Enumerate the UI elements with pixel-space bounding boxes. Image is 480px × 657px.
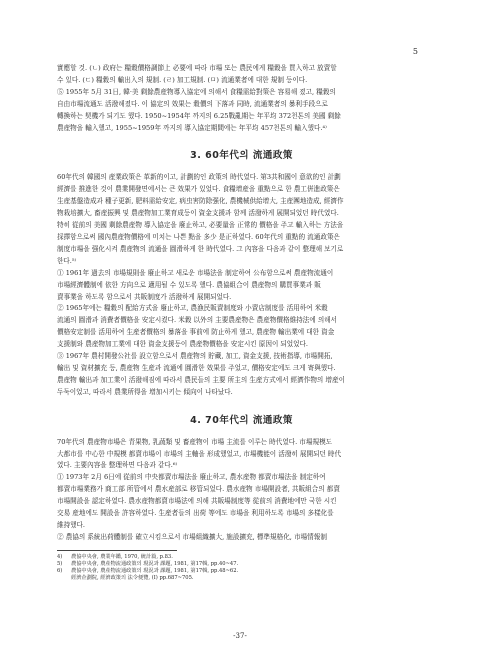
text-line: 交易 産地에도 開設을 許容하였다. 生産者들의 出荷 等에도 市場을 利用하도록 市場의 多樣化를 [57, 509, 334, 518]
text-line: ① 1973年 2月 6日에 從前의 中央都賣市場法을 廢止하고, 農水産物 都賣市場法을 制定하여 [57, 473, 326, 482]
footnote-text: 經濟企劃院, 經濟政策의 法令便覽, (Ⅰ) pp.687~705. [71, 574, 194, 581]
text-line: ② 農協의 系統出荷體制를 確立시킴으로서 市場組織擴大, 施設擴充, 標準規格化, 市場情報制 [57, 532, 327, 541]
text-line: 輸出 및 資材擴充 등, 農産物 生産과 流通에 圓滑한 效果를 주었고, 價格安定에도 크게 寄與했다. [57, 363, 336, 372]
footnotes [57, 554, 426, 582]
text-line: 60年代의 韓國의 産業政策은 革新的이고, 計劃的인 政策의 時代였다. 第3共和國이 意欲的인 計劃 [57, 173, 341, 182]
text-line: ② 1965年에는 糧穀의 配給方式을 廢止하고, 農漁民販賣制度와 小賣店制度를 活用하여 米穀 [57, 304, 328, 313]
footnote [57, 561, 426, 568]
footnote-divider [57, 550, 177, 551]
section-4-title: 4. 70年代의 流通政策 [190, 414, 293, 426]
text-line: 制度市場을 强化시켜 農産物의 流通을 圓滑하게 한 時代였다. 그 內容을 다음과 같이 整理해 보기로 [57, 244, 344, 253]
text-line: 두둑이었고, 따라서 農業所得을 增加시키는 傾向이 나타났다. [57, 387, 233, 396]
text-line: 維持했다. [57, 521, 86, 529]
text-line: 流通의 圓滑과 消費者價格을 安定시켰다. 米穀 以外의 主要農産物은 農産物價格維持法에 의해서 [57, 316, 337, 325]
text-line: 物栽培擴大, 畜産振興 및 農産物加工業育成등이 資金支援과 함께 活潑하게 展開되었던 時代였다. [57, 209, 339, 218]
text-line: 賣事業을 하도록 함으로서 共販制度가 活潑하게 展開되었다. [57, 292, 232, 301]
footnote [57, 554, 426, 561]
footnote-number: 4) [57, 553, 63, 560]
text-line: 生産基盤造成과 種子更新, 肥料需給安定, 病虫害防除强化, 農機械供給增大, 主産團地造成, 經濟作 [57, 197, 344, 206]
text-line: 自由市場流通도 活潑해졌다. 이 協定의 效果는 穀價의 下落과 同時, 流通業者의 暴利手段으로 [57, 99, 328, 108]
text-line: 轉換하는 契機가 되기도 했다. 1950~1954年 까지의 6.25戰亂期는 年平均 372천톤의 美國 剩餘 [57, 111, 341, 120]
text-line: 實應할 것. (ㄴ) 政府는 糧穀價格調節上 必要에 따라 市場 또는 農民에게 糧穀을 買入하고 放賣할 [57, 64, 337, 72]
text-line: 였다. 主要內容을 整理하면 다음과 같다.⁶⁾ [57, 461, 178, 470]
text-line: 經濟를 推進한 것이 農業開發면에서는 큰 效果가 있었다. 食糧增産을 重點으로 한 農工倂進政策은 [57, 185, 340, 194]
document-body [57, 63, 426, 582]
page-number: 5 [412, 47, 418, 56]
text-line: 價格安定制를 活用하여 生産者價格의 暴落을 事前에 防止하게 했고, 農産物 輸出業에 대한 資金 [57, 328, 335, 337]
text-line: 農産物 輸出과 加工業이 活潑해짐에 따라서 農民들의 主要 所主의 生産方式에서 經濟作物의 增産이 [57, 375, 345, 384]
text-line: 수 있다. (ㄷ) 糧穀의 輸出入의 規制. (ㄹ) 加工規制. (ㅁ) 流通業者에 대한 規制 등이다. [57, 75, 308, 84]
text-line: 支援制와 農産物加工業에 대한 資金支援등이 農産物價格을 安定시킨 原因이 되었었다. [57, 340, 309, 349]
footnote-text: 農協中央會, 農産物流通政策의 現況과 課題, 1981, 第17輯, pp.48~62. [71, 567, 239, 574]
footnote-text: 農協中央會, 農産物流通政策의 現況과 課題, 1981, 第17輯, pp.40~47. [71, 560, 239, 567]
page-footer: -37- [233, 632, 247, 640]
text-line: 都賣市場業務가 商工部 所管에서 農水産部로 移管되었다. 農水産物 市場開設者, 共販組合의 都賣 [57, 485, 340, 494]
section-4-paragraphs [57, 437, 426, 544]
text-line: 한다.⁵⁾ [57, 256, 77, 265]
text-line: 農産物을 輸入했고, 1955~1959年 까지의 導入協定期間에는 年平均 457천톤의 輸入했다.⁴⁾ [57, 123, 327, 132]
text-line: ③ 1967年 農村開發公社를 設立함으로서 農産物의 貯藏, 加工, 資金支援, 技術指導, 市場開拓, [57, 352, 333, 361]
text-line: ① 1961年 過去의 市場規則을 廢止하고 새로운 市場法을 制定하여 公布함으로써 農産物流通이 [57, 268, 334, 277]
text-line: 70年代의 農産物市場은 青果物, 乳蔬類 및 畜産物이 市場 主流를 이루는 時代였다. 市場規模도 [57, 437, 333, 446]
section-3-paragraphs [57, 172, 426, 398]
text-line: 市場開設을 認定하였다. 農水産物都賣市場法에 의해 共販場制度等 從前의 消費地에만 국한 시킨 [57, 497, 337, 506]
footnote-number: 5) [57, 560, 63, 567]
intro-paragraphs [57, 63, 426, 134]
text-line: 特히 從前의 美國 剩餘農産物 導入協定을 廢止하고, 必要量을 正常的 價格을 주고 輸入하는 方法을 [57, 221, 344, 230]
text-line: ⑤ 1955年 5月 31日, 韓·美 剩餘農産物導入協定에 의해서 食糧需給對策은 容易해 졌고, 糧穀의 [57, 87, 336, 96]
text-line: 採擇함으로써 國內農産物價格에 미치는 나쁜 點을 多少 是正하였다. 60年代의 重點的 流通政策은 [57, 232, 340, 241]
footnote-text: 農協中央會, 農業年鑑, 1970, 統計篇, p.83. [71, 553, 173, 560]
text-line: 大都市를 中心한 中規模 都賣市場이 市場의 主軸을 形成했었고, 市場機能이 活潑히 展開되던 時代 [57, 449, 342, 458]
footnote [57, 575, 426, 582]
section-3-title: 3. 60年代의 流通政策 [190, 150, 293, 162]
footnote [57, 568, 426, 575]
footnote-number: 6) [57, 567, 63, 574]
text-line: 市場經濟體制에 依한 方向으로 適用될 수 있도록 했다. 農協組合이 農産物의 購買事業과 販 [57, 280, 321, 289]
